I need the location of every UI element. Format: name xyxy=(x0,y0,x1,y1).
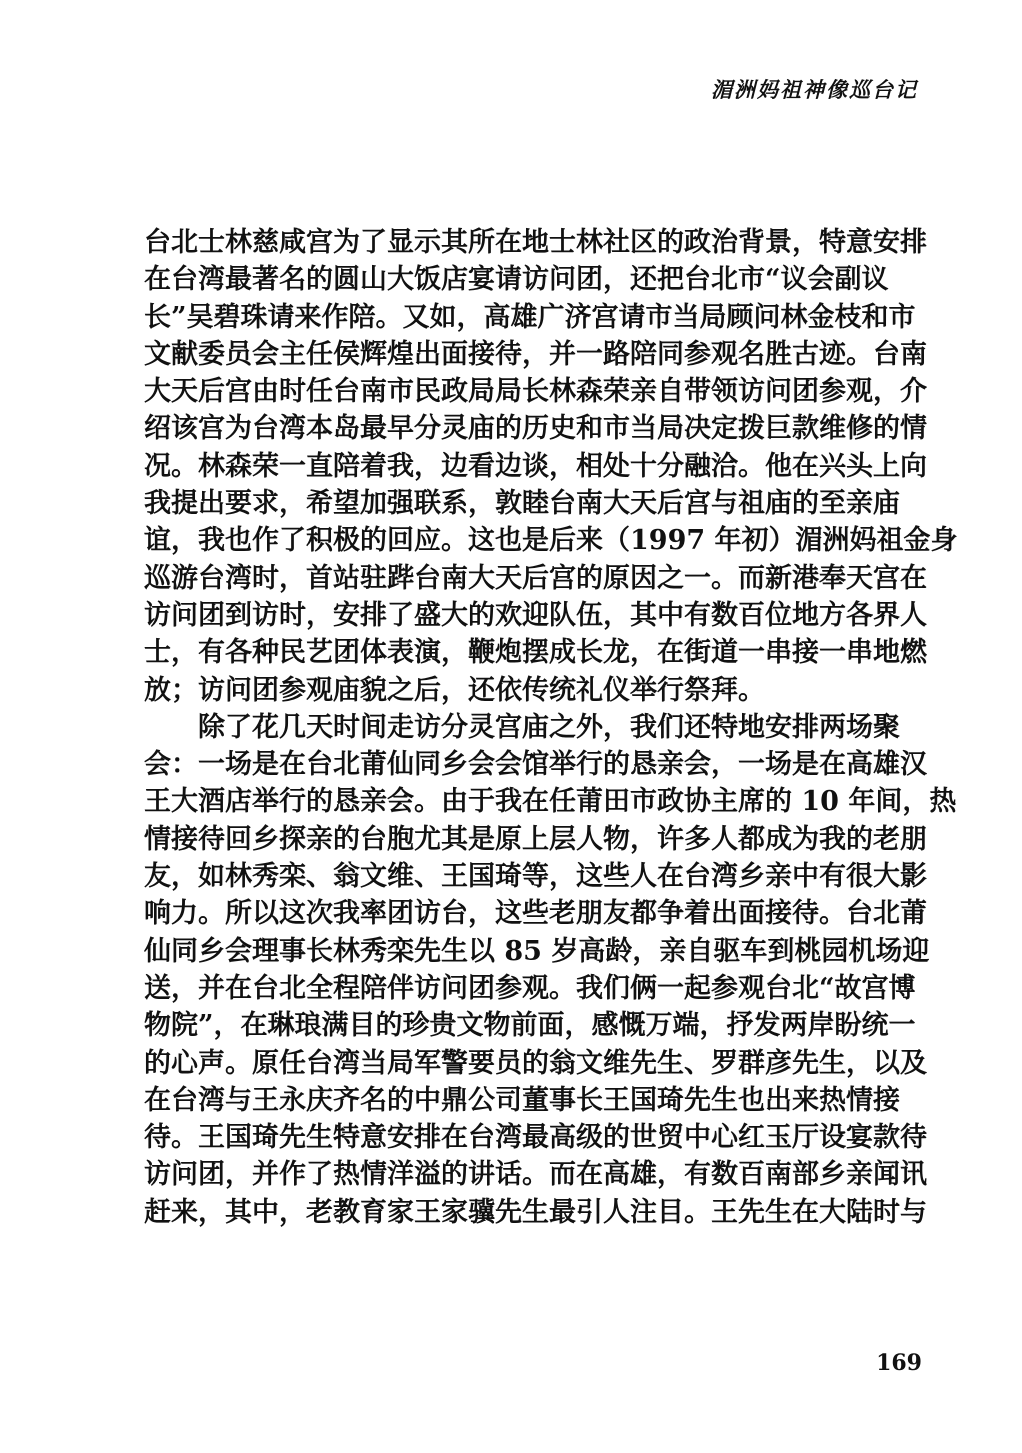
text-line: 台北士林慈咸宫为了显示其所在地士林社区的政治背景，特意安排 xyxy=(144,227,927,258)
text-line: 王大酒店举行的恳亲会。由于我在任莆田市政协主席的 10 年间，热 xyxy=(144,786,957,818)
text-line: 长”吴碧珠请来作陪。又如，高雄广济宫请市当局顾问林金枝和市 xyxy=(144,301,916,333)
text-line: 况。林森荣一直陪着我，边看边谈，相处十分融洽。他在兴头上向 xyxy=(144,450,927,482)
text-line: 大天后宫由时任台南市民政局局长林森荣亲自带领访问团参观，介 xyxy=(144,376,927,408)
text-line: 赶来，其中，老教育家王家骥先生最引人注目。王先生在大陆时与 xyxy=(144,1196,927,1228)
text-line: 待。王国琦先生特意安排在台湾最高级的世贸中心红玉厅设宴款待 xyxy=(144,1122,927,1154)
text-line: 在台湾最著名的圆山大饭店宴请访问团，还把台北市“议会副议 xyxy=(144,264,889,296)
text-line: 巡游台湾时，首站驻跸台南大天后宫的原因之一。而新港奉天宫在 xyxy=(144,562,927,594)
text-line: 我提出要求，希望加强联系，敦睦台南大天后宫与祖庙的至亲庙 xyxy=(144,488,900,520)
text-line: 在台湾与王永庆齐名的中鼎公司董事长王国琦先生也出来热情接 xyxy=(144,1084,900,1116)
text-line: 情接待回乡探亲的台胞尤其是原上层人物，许多人都成为我的老朋 xyxy=(144,823,927,855)
text-line: 物院”，在琳琅满目的珍贵文物前面，感慨万端，抒发两岸盼统一 xyxy=(144,1010,916,1042)
text-line: 放；访问团参观庙貌之后，还依传统礼仪举行祭拜。 xyxy=(144,674,765,706)
text-line: 士，有各种民艺团体表演，鞭炮摆成长龙，在街道一串接一串地燃 xyxy=(144,637,927,669)
running-header: 湄洲妈祖神像巡台记 xyxy=(711,77,918,102)
text-line: 响力。所以这次我率团访台，这些老朋友都争着出面接待。台北莆 xyxy=(144,898,927,930)
text-line: 的心声。原任台湾当局军警要员的翁文维先生、罗群彦先生，以及 xyxy=(144,1047,927,1079)
text-line: 除了花几天时间走访分灵宫庙之外，我们还特地安排两场聚 xyxy=(144,711,900,743)
text-line: 送，并在台北全程陪伴访问团参观。我们俩一起参观台北“故宫博 xyxy=(144,972,916,1004)
text-line: 友，如林秀栾、翁文维、王国琦等，这些人在台湾乡亲中有很大影 xyxy=(144,861,927,893)
text-line: 会：一场是在台北莆仙同乡会会馆举行的恳亲会，一场是在高雄汉 xyxy=(144,749,927,781)
text-line: 谊，我也作了积极的回应。这也是后来（1997 年初）湄洲妈祖金身 xyxy=(144,525,958,557)
page-number: 169 xyxy=(876,1350,922,1376)
text-line: 访问团到访时，安排了盛大的欢迎队伍，其中有数百位地方各界人 xyxy=(144,599,927,631)
text-line: 文献委员会主任侯辉煌出面接待，并一路陪同参观名胜古迹。台南 xyxy=(144,338,927,370)
body-text xyxy=(144,224,958,1231)
text-line: 绍该宫为台湾本岛最早分灵庙的历史和市当局决定拨巨款维修的情 xyxy=(144,413,927,445)
text-line: 访问团，并作了热情洋溢的讲话。而在高雄，有数百南部乡亲闻讯 xyxy=(144,1159,927,1191)
text-line: 仙同乡会理事长林秀栾先生以 85 岁高龄，亲自驱车到桃园机场迎 xyxy=(144,935,930,967)
